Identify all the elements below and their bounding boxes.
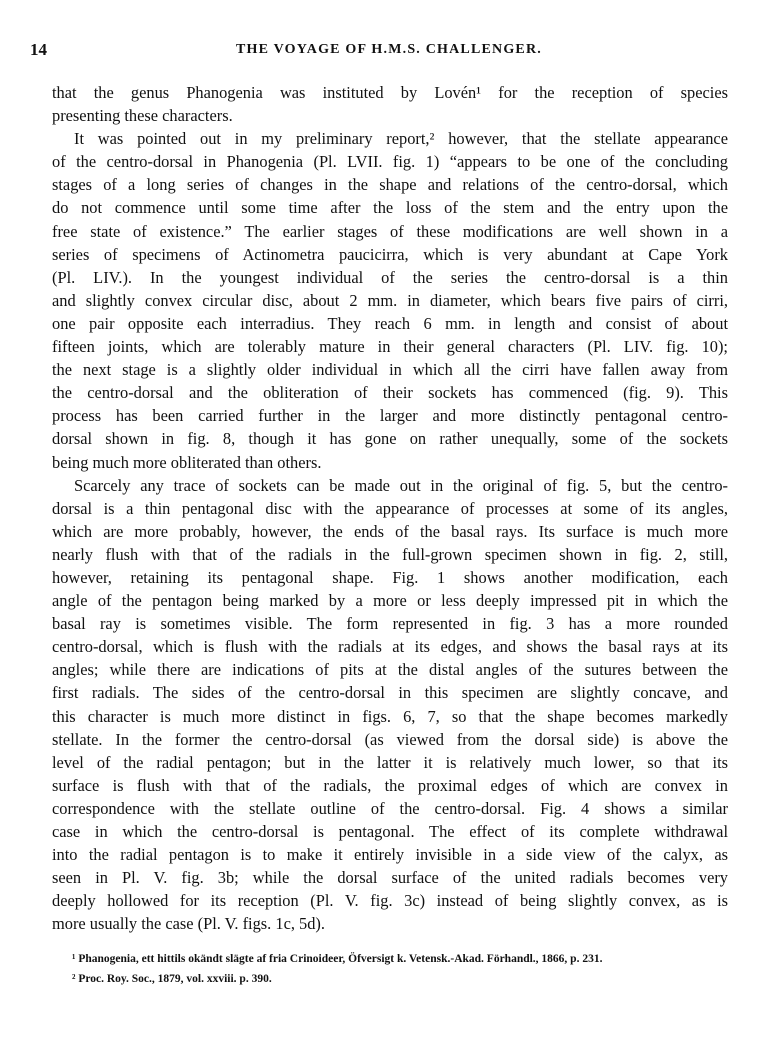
text-line: seen in Pl. V. fig. 3b; while the dorsal surface of the united radials becomes very xyxy=(52,868,728,888)
text-line: and slightly convex circular disc, about 2 mm. in diameter, which bears five pairs of cirri, xyxy=(52,290,728,310)
running-title: THE VOYAGE OF H.M.S. CHALLENGER. xyxy=(236,42,542,57)
text-line: correspondence with the stellate outline of the centro-dorsal. Fig. 4 shows a similar xyxy=(52,798,728,818)
text-line: case in which the centro-dorsal is pentagonal. The effect of its complete withdrawal xyxy=(52,822,728,841)
text-line: first radials. The sides of the centro-dorsal in this specimen are slightly concave, and xyxy=(52,683,728,703)
text-line: that the genus Phanogenia was instituted by Lovén¹ for the reception of species xyxy=(52,83,728,102)
text-line: this character is much more distinct in figs. 6, 7, so that the shape becomes markedly xyxy=(52,706,728,726)
text-line: fifteen joints, which are tolerably mature in their general characters (Pl. LIV. fig. 10); xyxy=(52,337,728,357)
text-line: surface is flush with that of the radials, the proximal edges of which are convex in xyxy=(52,775,728,795)
footnotes xyxy=(72,949,712,989)
body-text xyxy=(52,81,728,935)
text-line: centro-dorsal, which is flush with the radials at its edges, and shows the basal rays at its xyxy=(52,637,728,657)
text-line: stellate. In the former the centro-dorsal (as viewed from the dorsal side) is above the xyxy=(52,729,728,749)
text-line: into the radial pentagon is to make it entirely invisible in a side view of the calyx, as xyxy=(52,845,728,865)
text-line: dorsal shown in fig. 8, though it has gone on rather unequally, some of the sockets xyxy=(52,429,728,449)
text-line: being much more obliterated than others. xyxy=(52,452,322,472)
text-line: presenting these characters. xyxy=(52,106,233,126)
text-line: more usually the case (Pl. V. figs. 1c, 5d). xyxy=(52,914,325,934)
text-line: basal ray is sometimes visible. The form represented in fig. 3 has a more rounded xyxy=(52,614,728,634)
text-line: do not commence until some time after the loss of the stem and the entry upon the xyxy=(52,198,728,218)
text-line: angle of the pentagon being marked by a more or less deeply impressed pit in which the xyxy=(52,591,728,611)
text-line: free state of existence.” The earlier stages of these modifications are well shown in a xyxy=(52,221,728,241)
page-number: 14 xyxy=(30,40,47,59)
footnote-1: ¹ Phanogenia, ett hittils okändt slägte af fria Crinoideer, Öfversigt k. Vetensk.-Akad. Förhandl., 1866, p. 231. xyxy=(72,953,603,965)
text-line: process has been carried further in the larger and more distinctly pentagonal centro- xyxy=(52,406,728,426)
page-header xyxy=(30,40,748,64)
text-line: stages of a long series of changes in the shape and relations of the centro-dorsal, which xyxy=(52,175,728,195)
text-line: series of specimens of Actinometra paucicirra, which is very abundant at Cape York xyxy=(52,244,728,264)
text-line: angles; while there are indications of pits at the distal angles of the sutures between the xyxy=(52,660,728,680)
text-line: one pair opposite each interradius. They reach 6 mm. in length and consist of about xyxy=(52,313,728,333)
text-line: level of the radial pentagon; but in the latter it is relatively much lower, so that its xyxy=(52,752,728,772)
text-line: (Pl. LIV.). In the youngest individual of the series the centro-dorsal is a thin xyxy=(52,267,728,287)
text-line: however, retaining its pentagonal shape. Fig. 1 shows another modification, each xyxy=(52,567,728,587)
footnote-2: ² Proc. Roy. Soc., 1879, vol. xxviii. p. 390. xyxy=(72,973,272,985)
text-line: nearly flush with that of the radials in the full-grown specimen shown in fig. 2, still, xyxy=(52,544,728,564)
text-line: dorsal is a thin pentagonal disc with the appearance of processes at some of its angles, xyxy=(52,498,728,518)
text-line: the next stage is a slightly older individual in which all the cirri have fallen away from xyxy=(52,360,728,380)
paragraph-start-line: It was pointed out in my preliminary report,² however, that the stellate appearance xyxy=(74,129,728,149)
text-line: the centro-dorsal and the obliteration of their sockets has commenced (fig. 9). This xyxy=(52,383,728,403)
text-line: of the centro-dorsal in Phanogenia (Pl. LVII. fig. 1) “appears to be one of the concluding xyxy=(52,152,728,172)
text-line: deeply hollowed for its reception (Pl. V. fig. 3c) instead of being slightly convex, as is xyxy=(52,891,728,911)
paragraph-start-line: Scarcely any trace of sockets can be made out in the original of fig. 5, but the centro- xyxy=(74,475,728,495)
text-line: which are more probably, however, the ends of the basal rays. Its surface is much more xyxy=(52,521,728,541)
